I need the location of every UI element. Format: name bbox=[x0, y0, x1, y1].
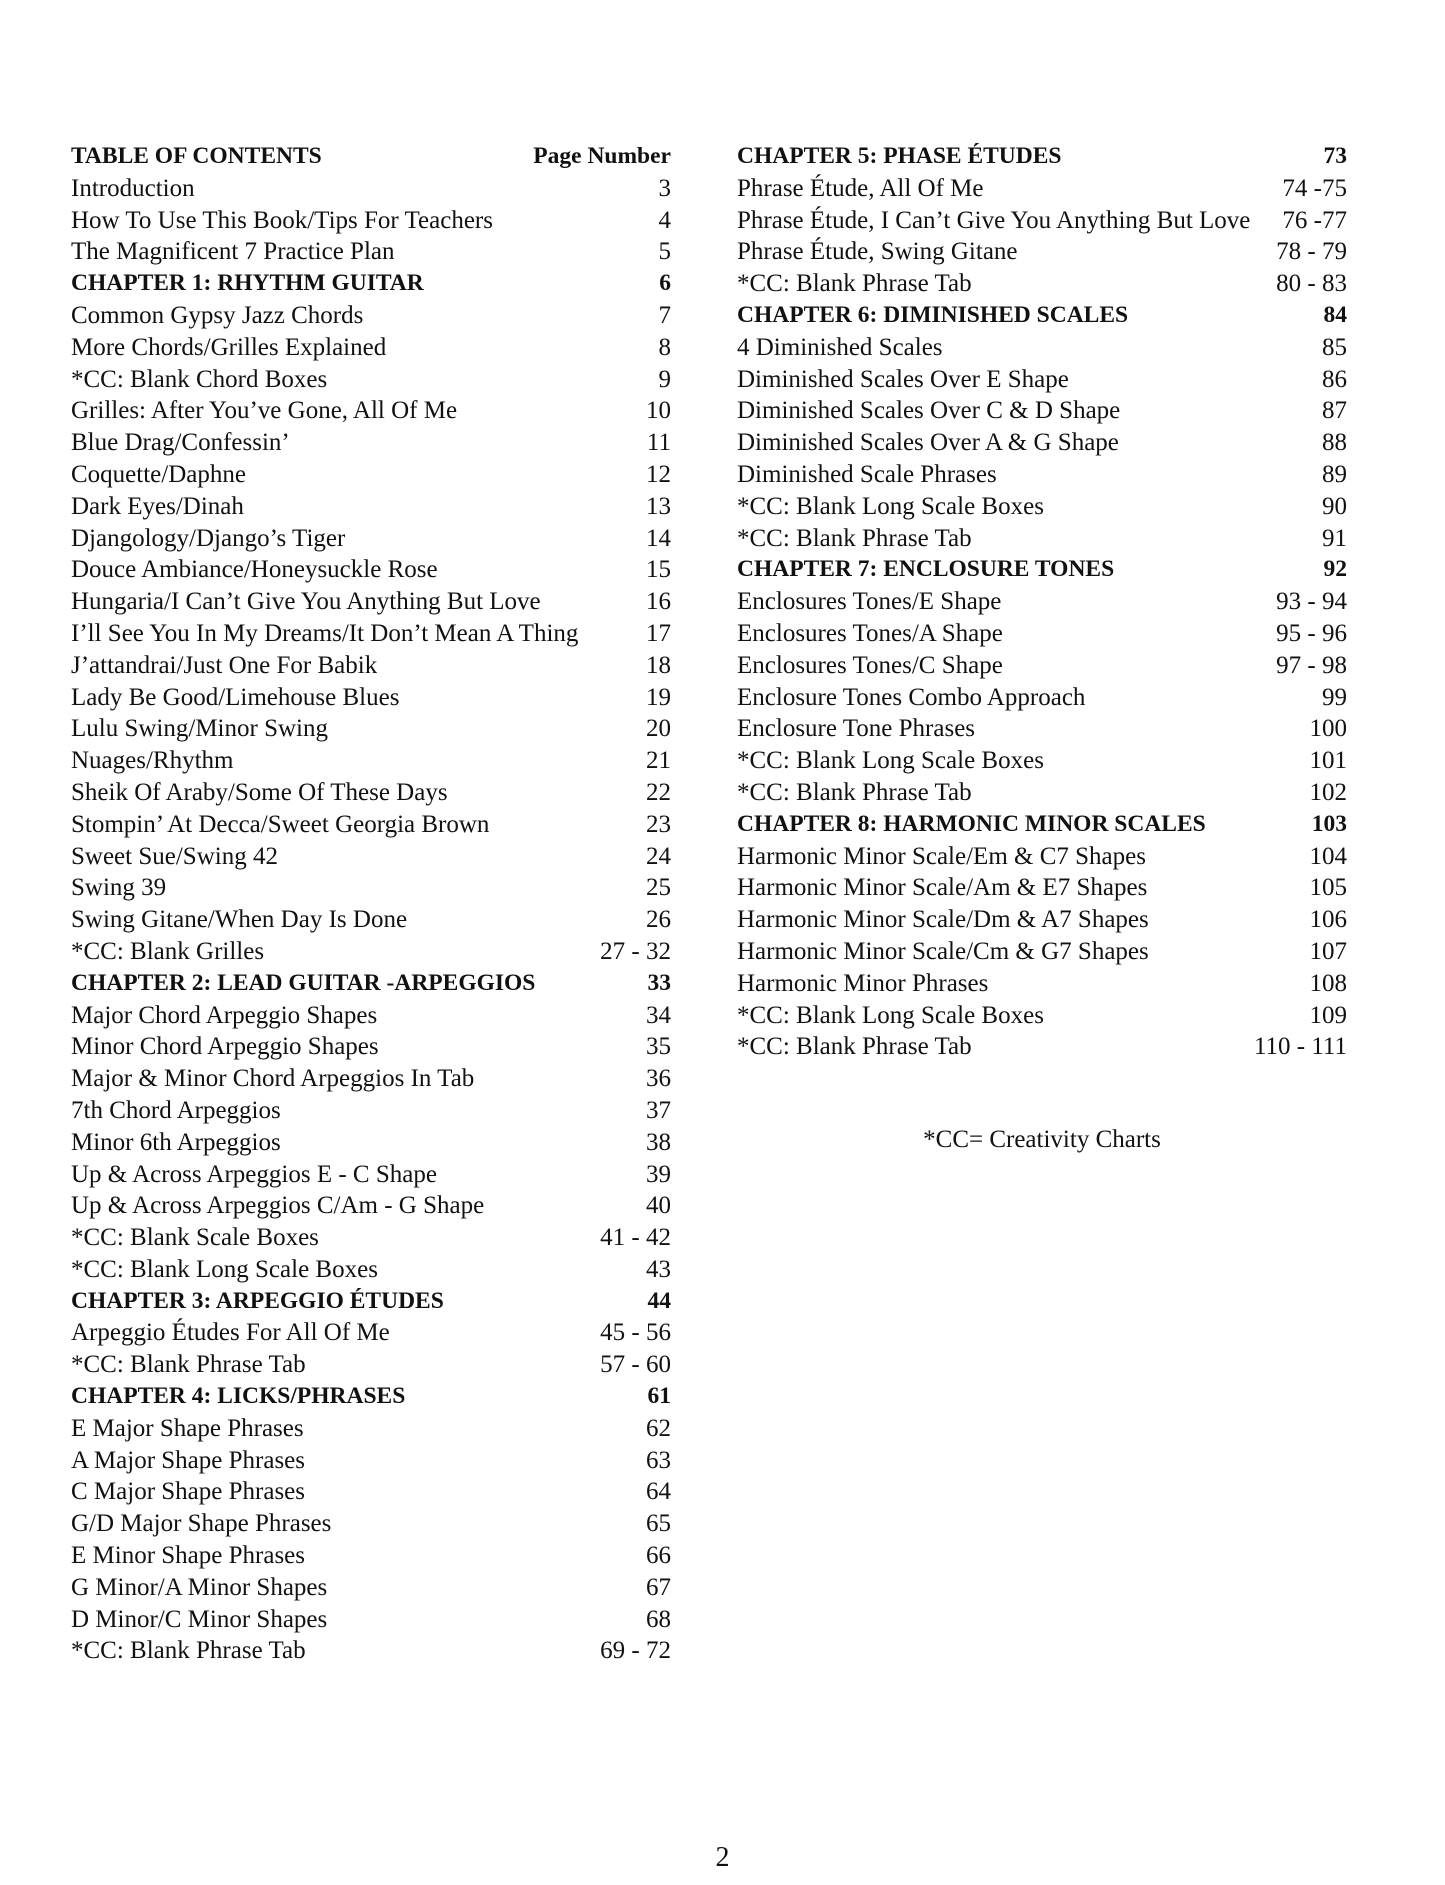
toc-entry-page: 45 - 56 bbox=[600, 1319, 671, 1347]
toc-entry bbox=[71, 1222, 671, 1254]
toc-entry-title: Dark Eyes/Dinah bbox=[71, 492, 244, 520]
toc-entry-page: 20 bbox=[646, 715, 671, 743]
toc-entry bbox=[737, 205, 1347, 237]
toc-entry-title: Minor 6th Arpeggios bbox=[71, 1128, 281, 1156]
toc-entry bbox=[71, 1604, 671, 1636]
toc-entry bbox=[71, 554, 671, 586]
toc-entry-title: 7th Chord Arpeggios bbox=[71, 1096, 281, 1124]
toc-entry bbox=[71, 1476, 671, 1508]
toc-entry-title: *CC: Blank Scale Boxes bbox=[71, 1224, 319, 1252]
toc-entry-title: E Minor Shape Phrases bbox=[71, 1542, 305, 1570]
toc-entry-page: 85 bbox=[1322, 333, 1347, 361]
toc-entry bbox=[71, 1572, 671, 1604]
toc-entry bbox=[71, 745, 671, 777]
toc-entry-page: 87 bbox=[1322, 397, 1347, 425]
toc-entry-page: 95 - 96 bbox=[1276, 619, 1347, 647]
toc-entry bbox=[737, 841, 1347, 873]
toc-entry-title: Enclosure Tones Combo Approach bbox=[737, 683, 1086, 711]
toc-entry bbox=[71, 1508, 671, 1540]
toc-entry bbox=[737, 586, 1347, 618]
toc-entry-page: 103 bbox=[1311, 810, 1347, 837]
toc-entry-page: 6 bbox=[659, 270, 671, 297]
toc-entry-title: *CC: Blank Phrase Tab bbox=[737, 270, 972, 298]
toc-entry-title: CHAPTER 6: DIMINISHED SCALES bbox=[737, 301, 1129, 328]
toc-entry bbox=[737, 872, 1347, 904]
toc-entry-page: 92 bbox=[1323, 556, 1347, 583]
toc-heading bbox=[71, 268, 671, 300]
toc-entry-page: 21 bbox=[646, 747, 671, 775]
toc-entry-title: Harmonic Minor Scale/Cm & G7 Shapes bbox=[737, 937, 1149, 965]
toc-entry-page: 15 bbox=[646, 556, 671, 584]
toc-entry-page: 66 bbox=[646, 1542, 671, 1570]
toc-entry-page: 23 bbox=[646, 810, 671, 838]
toc-entry-page: 110 - 111 bbox=[1253, 1033, 1347, 1061]
toc-entry-page: 89 bbox=[1322, 460, 1347, 488]
toc-entry bbox=[737, 364, 1347, 396]
toc-entry-page: 10 bbox=[646, 397, 671, 425]
toc-entry-title: I’ll See You In My Dreams/It Don’t Mean A Thing bbox=[71, 619, 579, 647]
toc-entry-title: Phrase Étude, All Of Me bbox=[737, 174, 984, 202]
toc-entry bbox=[71, 777, 671, 809]
toc-entry-page: 93 - 94 bbox=[1276, 588, 1347, 616]
toc-entry-page: 67 bbox=[646, 1573, 671, 1601]
toc-heading bbox=[737, 554, 1347, 586]
toc-entry-page: 76 -77 bbox=[1282, 206, 1347, 234]
toc-entry-page: 36 bbox=[646, 1065, 671, 1093]
toc-entry-title: Blue Drag/Confessin’ bbox=[71, 429, 290, 457]
toc-entry-page: 61 bbox=[647, 1383, 671, 1410]
toc-entry bbox=[71, 459, 671, 491]
toc-entry-title: E Major Shape Phrases bbox=[71, 1414, 304, 1442]
toc-entry-title: Stompin’ At Decca/Sweet Georgia Brown bbox=[71, 810, 490, 838]
toc-entry-title: Douce Ambiance/Honeysuckle Rose bbox=[71, 556, 438, 584]
toc-entry-title: Diminished Scale Phrases bbox=[737, 460, 997, 488]
toc-entry-page: 105 bbox=[1309, 874, 1347, 902]
toc-entry-title: Sweet Sue/Swing 42 bbox=[71, 842, 278, 870]
toc-entry-page: 9 bbox=[658, 365, 671, 393]
toc-entry bbox=[71, 713, 671, 745]
toc-entry-page: 99 bbox=[1322, 683, 1347, 711]
toc-entry bbox=[737, 332, 1347, 364]
toc-entry-title: More Chords/Grilles Explained bbox=[71, 333, 387, 361]
toc-entry bbox=[737, 713, 1347, 745]
toc-entry-title: Up & Across Arpeggios C/Am - G Shape bbox=[71, 1192, 485, 1220]
toc-entry bbox=[71, 300, 671, 332]
toc-heading bbox=[737, 300, 1347, 332]
toc-entry-title: Coquette/Daphne bbox=[71, 460, 246, 488]
toc-entry-title: Phrase Étude, Swing Gitane bbox=[737, 238, 1018, 266]
toc-entry-page: 8 bbox=[658, 333, 671, 361]
toc-entry-page: 17 bbox=[646, 619, 671, 647]
toc-entry-title: *CC: Blank Grilles bbox=[71, 937, 265, 965]
toc-entry bbox=[737, 904, 1347, 936]
toc-entry-title: CHAPTER 5: PHASE ÉTUDES bbox=[737, 143, 1062, 169]
toc-entry-title: G Minor/A Minor Shapes bbox=[71, 1573, 328, 1601]
toc-entry-title: Enclosures Tones/C Shape bbox=[737, 651, 1003, 679]
toc-entry-title: J’attandrai/Just One For Babik bbox=[71, 651, 378, 679]
toc-entry-page: 33 bbox=[647, 969, 671, 996]
toc-entry-page: 109 bbox=[1309, 1001, 1347, 1029]
toc-entry-page: 22 bbox=[646, 778, 671, 806]
toc-entry bbox=[71, 1000, 671, 1032]
footnote: *CC= Creativity Charts bbox=[923, 1126, 1161, 1153]
toc-entry bbox=[737, 1031, 1347, 1063]
toc-entry bbox=[71, 618, 671, 650]
toc-entry bbox=[71, 1540, 671, 1572]
toc-entry bbox=[71, 809, 671, 841]
toc-entry-title: Lulu Swing/Minor Swing bbox=[71, 715, 328, 743]
toc-entry bbox=[71, 1635, 671, 1667]
toc-entry bbox=[71, 650, 671, 682]
toc-entry-title: D Minor/C Minor Shapes bbox=[71, 1605, 328, 1633]
toc-entry-title: G/D Major Shape Phrases bbox=[71, 1510, 332, 1538]
toc-entry bbox=[71, 236, 671, 268]
toc-entry-page: 14 bbox=[646, 524, 671, 552]
toc-entry-page: 41 - 42 bbox=[600, 1224, 671, 1252]
toc-entry bbox=[71, 364, 671, 396]
toc-entry-page: 27 - 32 bbox=[600, 937, 671, 965]
toc-entry bbox=[71, 1190, 671, 1222]
toc-entry-title: CHAPTER 2: LEAD GUITAR -ARPEGGIOS bbox=[71, 969, 536, 996]
toc-heading bbox=[71, 141, 671, 173]
toc-entry bbox=[71, 1127, 671, 1159]
toc-entry-page: 40 bbox=[646, 1192, 671, 1220]
toc-entry-title: *CC: Blank Long Scale Boxes bbox=[737, 492, 1044, 520]
toc-entry-title: CHAPTER 7: ENCLOSURE TONES bbox=[737, 556, 1115, 583]
toc-entry-page: 68 bbox=[646, 1605, 671, 1633]
toc-heading bbox=[737, 809, 1347, 841]
toc-entry bbox=[71, 491, 671, 523]
toc-entry bbox=[737, 459, 1347, 491]
toc-entry-page: 3 bbox=[658, 174, 671, 202]
toc-entry-page: 107 bbox=[1309, 937, 1347, 965]
toc-entry-page: Page Number bbox=[533, 143, 671, 169]
toc-entry bbox=[737, 618, 1347, 650]
toc-heading bbox=[71, 1381, 671, 1413]
toc-entry bbox=[71, 427, 671, 459]
toc-entry-page: 24 bbox=[646, 842, 671, 870]
toc-heading bbox=[71, 968, 671, 1000]
toc-entry bbox=[71, 1349, 671, 1381]
toc-entry bbox=[737, 427, 1347, 459]
toc-entry-title: Harmonic Minor Phrases bbox=[737, 969, 989, 997]
toc-entry-page: 97 - 98 bbox=[1276, 651, 1347, 679]
toc-entry bbox=[71, 395, 671, 427]
toc-entry bbox=[71, 872, 671, 904]
toc-entry-page: 63 bbox=[646, 1446, 671, 1474]
toc-entry-title: Harmonic Minor Scale/Dm & A7 Shapes bbox=[737, 906, 1149, 934]
toc-entry-page: 57 - 60 bbox=[600, 1351, 671, 1379]
toc-entry-title: The Magnificent 7 Practice Plan bbox=[71, 238, 395, 266]
toc-entry-title: Swing Gitane/When Day Is Done bbox=[71, 906, 408, 934]
toc-entry-title: Enclosures Tones/E Shape bbox=[737, 588, 1002, 616]
toc-entry bbox=[737, 682, 1347, 714]
toc-entry bbox=[737, 968, 1347, 1000]
toc-entry-page: 65 bbox=[646, 1510, 671, 1538]
toc-entry bbox=[71, 1254, 671, 1286]
toc-entry-page: 4 bbox=[658, 206, 671, 234]
toc-entry-title: How To Use This Book/Tips For Teachers bbox=[71, 206, 493, 234]
toc-right-column bbox=[737, 141, 1347, 1063]
toc-entry-title: Hungaria/I Can’t Give You Anything But Love bbox=[71, 588, 541, 616]
toc-entry-page: 78 - 79 bbox=[1276, 238, 1347, 266]
toc-entry bbox=[737, 1000, 1347, 1032]
toc-entry-title: Up & Across Arpeggios E - C Shape bbox=[71, 1160, 437, 1188]
toc-entry-title: *CC: Blank Phrase Tab bbox=[737, 778, 972, 806]
toc-entry bbox=[71, 904, 671, 936]
toc-entry bbox=[737, 491, 1347, 523]
toc-entry-title: Nuages/Rhythm bbox=[71, 747, 234, 775]
toc-entry-page: 18 bbox=[646, 651, 671, 679]
toc-entry-title: Common Gypsy Jazz Chords bbox=[71, 301, 364, 329]
toc-entry-page: 100 bbox=[1309, 715, 1347, 743]
toc-entry bbox=[737, 523, 1347, 555]
toc-entry-page: 74 -75 bbox=[1282, 174, 1347, 202]
toc-entry-title: Major & Minor Chord Arpeggios In Tab bbox=[71, 1065, 475, 1093]
toc-entry-page: 69 - 72 bbox=[600, 1637, 671, 1665]
toc-entry-page: 43 bbox=[646, 1255, 671, 1283]
toc-entry bbox=[737, 268, 1347, 300]
toc-entry bbox=[71, 1413, 671, 1445]
toc-entry-title: Harmonic Minor Scale/Am & E7 Shapes bbox=[737, 874, 1148, 902]
toc-entry-title: Sheik Of Araby/Some Of These Days bbox=[71, 778, 448, 806]
toc-entry-title: A Major Shape Phrases bbox=[71, 1446, 305, 1474]
toc-entry-title: Djangology/Django’s Tiger bbox=[71, 524, 346, 552]
toc-entry-page: 88 bbox=[1322, 429, 1347, 457]
toc-entry-page: 106 bbox=[1309, 906, 1347, 934]
toc-entry bbox=[737, 650, 1347, 682]
toc-entry-title: *CC: Blank Phrase Tab bbox=[71, 1351, 306, 1379]
toc-entry-title: CHAPTER 1: RHYTHM GUITAR bbox=[71, 270, 424, 297]
toc-entry-page: 91 bbox=[1322, 524, 1347, 552]
toc-heading bbox=[737, 141, 1347, 173]
toc-entry-page: 26 bbox=[646, 906, 671, 934]
toc-entry bbox=[737, 936, 1347, 968]
toc-entry bbox=[737, 745, 1347, 777]
toc-entry-page: 84 bbox=[1323, 301, 1347, 328]
toc-entry-title: *CC: Blank Phrase Tab bbox=[737, 1033, 972, 1061]
toc-entry-page: 73 bbox=[1323, 143, 1347, 169]
toc-entry-title: 4 Diminished Scales bbox=[737, 333, 943, 361]
toc-left-column bbox=[71, 141, 671, 1667]
toc-entry-page: 102 bbox=[1309, 778, 1347, 806]
toc-entry bbox=[71, 1031, 671, 1063]
toc-entry-page: 62 bbox=[646, 1414, 671, 1442]
toc-entry-page: 5 bbox=[658, 238, 671, 266]
toc-entry-title: Lady Be Good/Limehouse Blues bbox=[71, 683, 400, 711]
toc-entry-title: *CC: Blank Long Scale Boxes bbox=[737, 1001, 1044, 1029]
toc-entry bbox=[71, 523, 671, 555]
toc-entry-title: Enclosure Tone Phrases bbox=[737, 715, 976, 743]
toc-entry bbox=[71, 586, 671, 618]
toc-entry-page: 11 bbox=[646, 429, 671, 457]
toc-entry-title: CHAPTER 8: HARMONIC MINOR SCALES bbox=[737, 810, 1206, 837]
toc-entry bbox=[71, 205, 671, 237]
toc-entry-page: 16 bbox=[646, 588, 671, 616]
toc-entry-page: 64 bbox=[646, 1478, 671, 1506]
toc-entry-page: 35 bbox=[646, 1033, 671, 1061]
toc-entry-page: 44 bbox=[647, 1287, 671, 1314]
toc-entry-page: 12 bbox=[646, 460, 671, 488]
toc-entry-title: Swing 39 bbox=[71, 874, 167, 902]
toc-entry-title: Diminished Scales Over A & G Shape bbox=[737, 429, 1119, 457]
toc-entry-page: 90 bbox=[1322, 492, 1347, 520]
toc-entry-page: 101 bbox=[1309, 747, 1347, 775]
toc-entry-title: Enclosures Tones/A Shape bbox=[737, 619, 1003, 647]
toc-entry-title: *CC: Blank Phrase Tab bbox=[71, 1637, 306, 1665]
toc-entry bbox=[71, 682, 671, 714]
toc-entry-page: 86 bbox=[1322, 365, 1347, 393]
toc-entry-title: Diminished Scales Over C & D Shape bbox=[737, 397, 1121, 425]
page-number: 2 bbox=[715, 1842, 730, 1873]
toc-entry-page: 39 bbox=[646, 1160, 671, 1188]
toc-entry-title: Diminished Scales Over E Shape bbox=[737, 365, 1069, 393]
toc-entry-page: 19 bbox=[646, 683, 671, 711]
toc-entry bbox=[71, 1095, 671, 1127]
toc-entry-title: Arpeggio Études For All Of Me bbox=[71, 1319, 390, 1347]
toc-entry-page: 80 - 83 bbox=[1276, 270, 1347, 298]
toc-entry-title: *CC: Blank Phrase Tab bbox=[737, 524, 972, 552]
toc-entry bbox=[737, 173, 1347, 205]
toc-entry-title: *CC: Blank Long Scale Boxes bbox=[737, 747, 1044, 775]
toc-entry bbox=[71, 173, 671, 205]
toc-entry-title: Introduction bbox=[71, 174, 195, 202]
toc-heading bbox=[71, 1286, 671, 1318]
toc-entry-title: Grilles: After You’ve Gone, All Of Me bbox=[71, 397, 458, 425]
toc-entry bbox=[71, 1159, 671, 1191]
toc-entry bbox=[737, 395, 1347, 427]
toc-entry-title: Phrase Étude, I Can’t Give You Anything But Love bbox=[737, 206, 1251, 234]
toc-entry bbox=[71, 332, 671, 364]
toc-entry bbox=[71, 1317, 671, 1349]
toc-entry-title: *CC: Blank Chord Boxes bbox=[71, 365, 328, 393]
toc-entry-page: 13 bbox=[646, 492, 671, 520]
toc-entry bbox=[737, 236, 1347, 268]
toc-entry-page: 34 bbox=[646, 1001, 671, 1029]
toc-entry bbox=[737, 777, 1347, 809]
toc-entry-title: Minor Chord Arpeggio Shapes bbox=[71, 1033, 379, 1061]
toc-entry-page: 38 bbox=[646, 1128, 671, 1156]
toc-entry-title: *CC: Blank Long Scale Boxes bbox=[71, 1255, 378, 1283]
toc-entry-title: CHAPTER 4: LICKS/PHRASES bbox=[71, 1383, 406, 1410]
toc-entry bbox=[71, 936, 671, 968]
toc-entry-title: TABLE OF CONTENTS bbox=[71, 143, 322, 169]
toc-entry-title: CHAPTER 3: ARPEGGIO ÉTUDES bbox=[71, 1287, 444, 1314]
toc-entry bbox=[71, 1063, 671, 1095]
toc-entry-title: Harmonic Minor Scale/Em & C7 Shapes bbox=[737, 842, 1146, 870]
toc-entry-page: 7 bbox=[658, 301, 671, 329]
toc-entry-title: C Major Shape Phrases bbox=[71, 1478, 305, 1506]
toc-entry-title: Major Chord Arpeggio Shapes bbox=[71, 1001, 378, 1029]
toc-entry-page: 108 bbox=[1309, 969, 1347, 997]
toc-entry-page: 104 bbox=[1309, 842, 1347, 870]
toc-entry bbox=[71, 841, 671, 873]
toc-entry-page: 25 bbox=[646, 874, 671, 902]
toc-entry-page: 37 bbox=[646, 1096, 671, 1124]
toc-entry bbox=[71, 1445, 671, 1477]
